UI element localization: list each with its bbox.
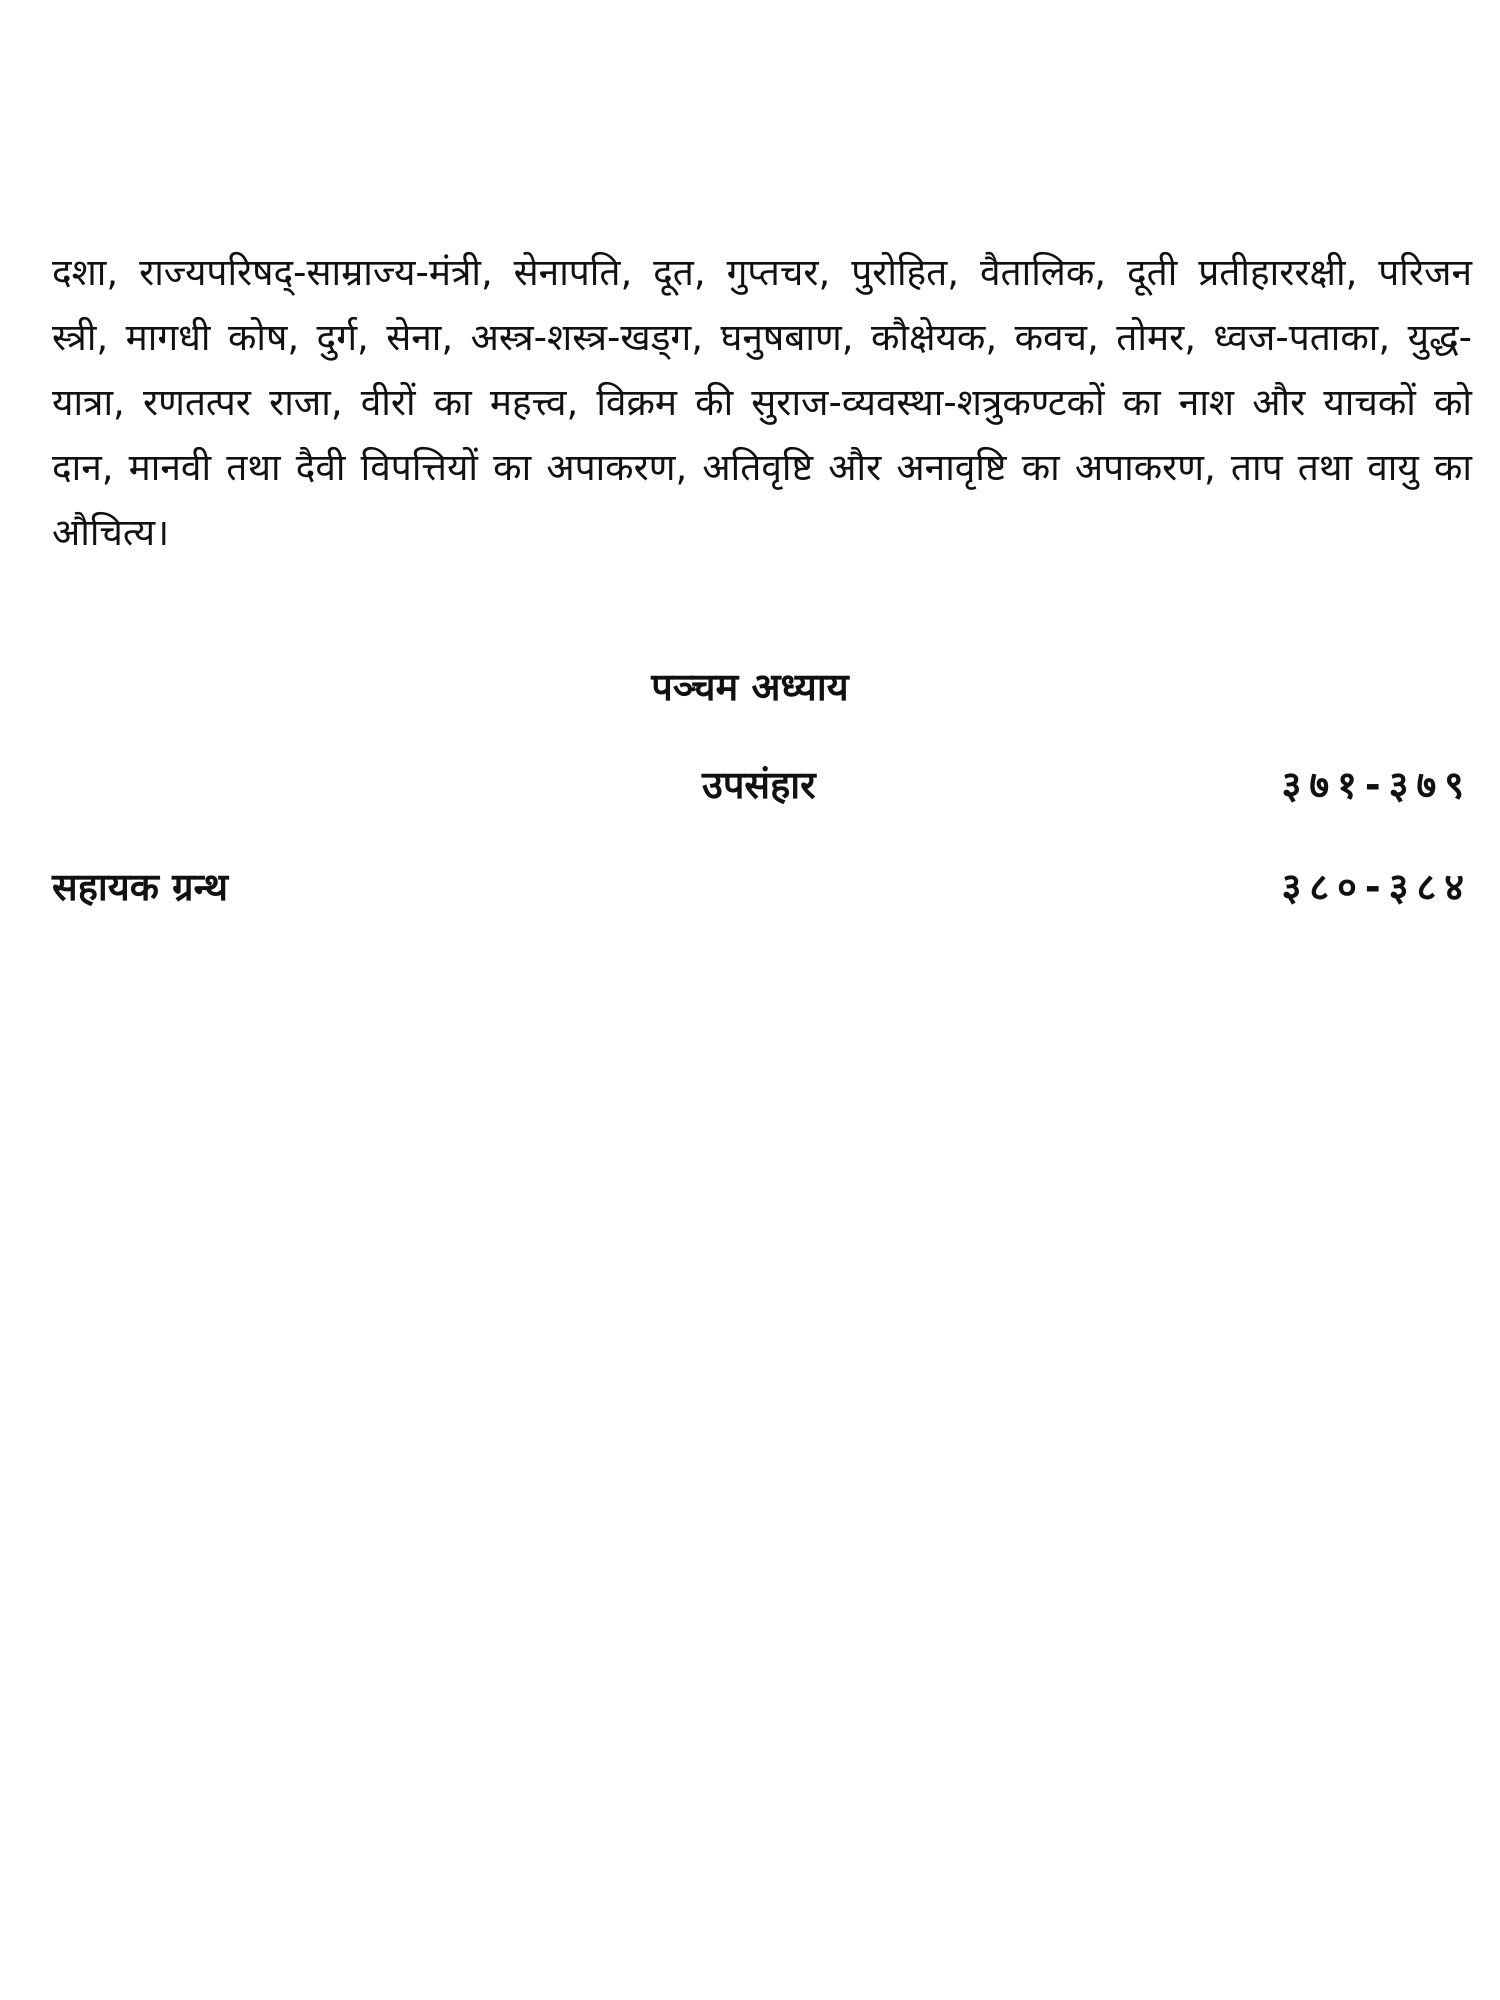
body-paragraph: दशा, राज्यपरिषद्-साम्राज्य-मंत्री, सेनापति, दूत, गुप्तचर, पुरोहित, वैतालिक, दूती प्रतीहाररक्षी, परिजन स्त्री, मागधी कोष, दुर्ग, सेना, अस्त्र-शस्त्र-खड्ग, घनुषबाण, कौक्षेयक, कवच, तोमर, ध्वज-पताका, युद्ध-यात्रा, रणतत्पर राजा, वीरों का महत्त्व, विक्रम की सुराज-व्यवस्था-शत्रुकण्टकों का नाश और याचकों को दान, मानवी तथा दैवी विपत्तियों का अपाकरण, अतिवृष्टि और अनावृष्टि का अपाकरण, ताप तथा वायु का औचित्य। [52, 251, 1472, 554]
toc-entry-title: सहायक ग्रन्थ [52, 865, 229, 909]
chapter-heading: पञ्चम अध्याय [651, 665, 849, 709]
toc-entry-bibliography [52, 862, 1472, 912]
toc-entry-page-range: ३८०-३८४ [1281, 865, 1472, 909]
toc-entry-title: उपसंहार [702, 763, 816, 807]
toc-entry-conclusion [52, 760, 1472, 810]
toc-entry-page-range: ३७१-३७९ [1281, 763, 1472, 807]
